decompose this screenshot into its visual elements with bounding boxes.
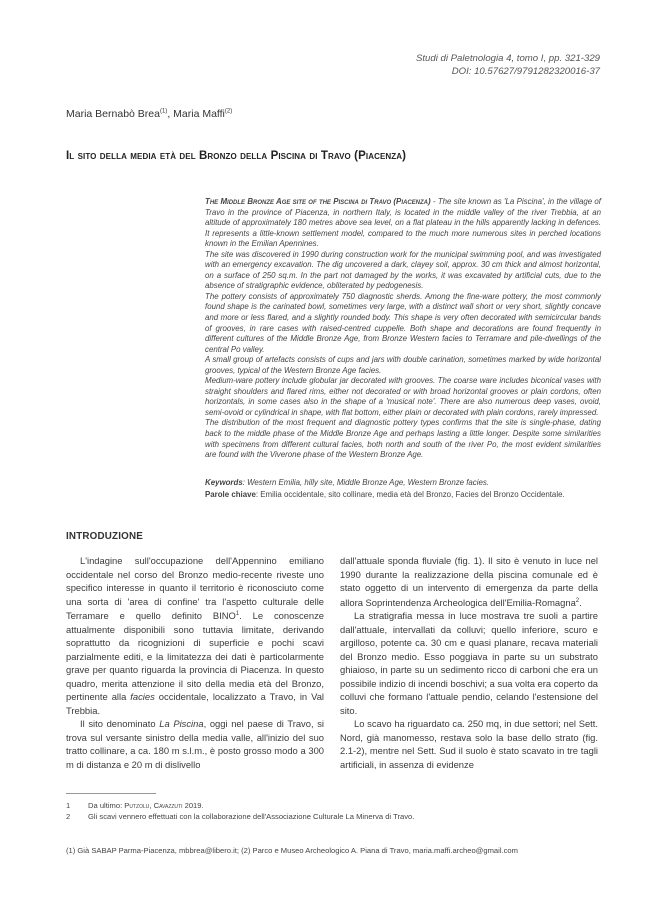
abstract-paragraph: The distribution of the most frequent and diagnostic pottery types confirms that the site is single-phase, dating back to the middle phase of the Middle Bronze Age and perhaps lasting a little longer. Despite some similarities with specimens from different cultural facies, both north and south of the river Po, the most evident similarities are found with the Viverone phase of the Western Bronze Age. [205,418,601,460]
keywords-label: Keywords [205,478,243,487]
footnote [66,801,606,811]
section-heading: INTRODUZIONE [66,531,143,542]
affiliation-marker: (1) [159,108,168,115]
body-text: dall'attuale sponda fluviale (fig. 1). Il sito è venuto in luce nel 1990 durante la realizzazione della piscina comunale ed è stato oggetto di un intervento di emergenza da parte della allora Soprintendenza Archeologica dell'Emilia-Romagna [340,555,598,608]
body-italic: La Piscina [159,718,204,730]
body-paragraph: Lo scavo ha riguardato ca. 250 mq, in due settori; nel Sett. Nord, già manomesso, restava solo la base dello strato (fig. 2.1-2), mentre nel Sett. Sud il suolo è stato scavato in tre tagli artificiali, in assenza di evidenze [340,718,598,770]
footnote-text: Gli scavi vennero effettuati con la collaborazione dell'Associazione Culturale La Minerva di Travo. [88,812,415,821]
body-text: . [579,596,582,608]
body-text: L'indagine sull'occupazione dell'Appennino emiliano occidentale nel corso del Bronzo medio-recente riveste uno specifico interesse in quanto il territorio è riconosciuto come una sorta di 'area di confine' tra l'aspetto culturale delle Terramare e quello definito BINO [66,555,324,622]
abstract [205,197,601,461]
body-paragraph [66,717,324,771]
paper-title: Il sito della media età del Bronzo della Piscina di Travo (Piacenza) [66,150,407,162]
affiliations: (1) Già SABAP Parma-Piacenza, mbbrea@libero.it; (2) Parco e Museo Archeologico A. Piana di Travo, maria.maffi.archeo@gmail.com [66,846,518,855]
body-text: , oggi nel paese di Travo, si trova sul versante sinistro della media valle, all'inizio del suo tratto collinare, a ca. 180 m s.l.m., è posto grosso modo a 300 m di distanza e 20 m di dislivello [66,718,324,770]
body-text: . Le conoscenze attualmente disponibili sono tuttavia limitate, derivando soprattutto da ricognizioni di superficie e pochi scavi parzialmente editi, e la limitatezza dei dati è particolarmente grave per quanto riguarda la provincia di Piacenza. In questo quadro, merita attenzione il sito della media età del Bronzo, pertinente alla [66,610,324,703]
author-name: Maria Bernabò Brea [66,108,160,120]
footnote [66,812,606,822]
footnote-text: Da ultimo: [88,801,125,810]
parole-chiave-text: : Emilia occidentale, sito collinare, media età del Bronzo, Facies del Bronzo Occidentale. [255,490,565,499]
author-line [66,108,232,120]
footnote-divider [66,793,156,794]
keywords-text: : Western Emilia, hilly site, Middle Bronze Age, Western Bronze facies. [242,478,490,487]
body-column-left [66,554,324,771]
abstract-paragraph [205,197,601,250]
journal-citation [416,52,600,78]
footnote-citation: Putzolu, Cavazzuti [124,801,183,810]
abstract-text: - The site known as 'La Piscina', in the village of Travo in the province of Piacenza, in northern Italy, is located in the middle valley of the river Trebbia, at an altitude of approximately 180 metres above sea level, on a flat plateau in the hills apparently lacking in defences. It represents a little-known settlement model, compared to the much more numerous sites in perched locations known in the Emilian Apennines. [205,197,601,249]
body-column-right [340,554,598,771]
abstract-title: The Middle Bronze Age site of the Piscina di Travo (Piacenza) [205,197,431,206]
parole-chiave-label: Parole chiave [205,490,256,499]
body-text: Il sito denominato [80,718,160,730]
author-separator: , [167,108,174,120]
footnote-ref: 1 [235,611,240,617]
body-italic: facies [130,691,155,703]
body-text: occidentale, localizzato a Travo, in Val Trebbia. [66,691,324,716]
author-name: Maria Maffi [173,108,225,120]
parole-chiave [205,490,605,501]
abstract-paragraph: Medium-ware pottery include globular jar decorated with grooves. The coarse ware includes biconical vases with straight shoulders and flared rims, either not decorated or with broad horizontal grooves or plain cordons, often horizontals, in some cases also in the shape of a 'musical note'. There are also numerous deep vases, ovoid, semi-ovoid or cylindrical in shape, with flat bottom, either plain or decorated with plain cordons, rarely impressed. [205,376,601,417]
body-paragraph: La stratigrafia messa in luce mostrava tre suoli a partire dall'attuale, intervallati da colluvi; quello inferiore, scuro e argilloso, potente ca. 30 cm e quasi planare, recava materiali del Bronzo medio. Esso poggiava in parte su un substrato ghiaioso, in parte su un sedimento ricco di carboni che era un possibile indizio di incendi boschivi; a sua volta era coperto da colluvi che formano l'attuale pendio, celando l'estensione del sito. [340,610,598,716]
body-paragraph [66,554,324,717]
journal-volume-pages: Studi di Paletnologia 4, tomo I, pp. 321-329 [415,53,600,64]
affiliation-marker: (2) [224,108,233,115]
footnote-number: 2 [66,812,71,821]
keywords [205,478,605,489]
journal-doi: DOI: 10.57627/9791282320016-37 [451,66,600,77]
footnote-number: 1 [66,801,71,810]
abstract-paragraph: The site was discovered in 1990 during construction work for the municipal swimming pool, and was investigated with an emergency excavation. The dig uncovered a dark, clayey soil, approx. 30 cm thick and almost horizontal, on a surface of 250 sq.m. In the part not damaged by the works, it was excavated by artificial cuts, due to the absence of stratigraphic evidence, obliterated by pedogenesis. [205,249,601,291]
body-paragraph [340,554,598,609]
footnote-text: 2019. [182,801,204,810]
abstract-paragraph: The pottery consists of approximately 750 diagnostic sherds. Among the fine-ware pottery, the most commonly found shape is the carinated bowl, sometimes very large, with a distinct wall short or very short, slightly concave and more or less flared, and a slightly rounded body. This shape is very often decorated with semicircular bands of grooves, in rare cases with raised-centred cuppelle. Both shape and decorations are found frequently in different cultures of the Middle Bronze Age, from Bronze Western facies to Terramare and pile-dwellings of the central Po valley. [205,291,601,354]
abstract-paragraph: A small group of artefacts consists of cups and jars with double carination, sometimes marked by wide horizontal grooves, typical of the Western Bronze Age facies. [205,355,601,375]
footnote-ref: 2 [575,597,580,604]
